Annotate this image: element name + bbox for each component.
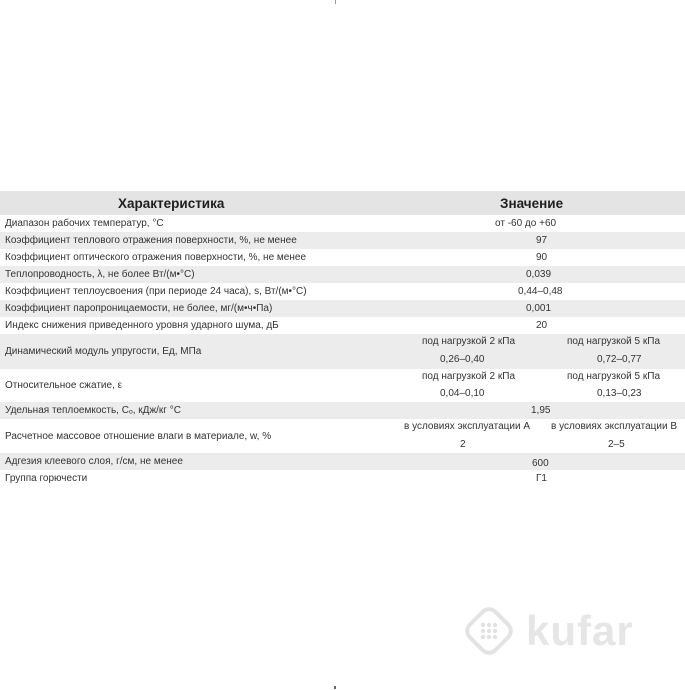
row-label: Коэффициент теплового отражения поверхности, %, не менее: [5, 235, 297, 246]
table-row: [0, 266, 685, 283]
table-row: [0, 453, 685, 470]
row-value-1: 0,04–0,10: [440, 388, 485, 399]
row-condition-2: под нагрузкой 5 кПа: [567, 371, 661, 382]
table-row: [0, 232, 685, 249]
table-row: [0, 369, 685, 402]
row-condition-1: под нагрузкой 2 кПа: [422, 336, 516, 347]
row-label: Индекс снижения приведенного уровня ударного шума, дБ: [5, 320, 279, 331]
table-row: [0, 419, 685, 453]
header-value: Значение: [500, 196, 564, 211]
table-row: [0, 249, 685, 266]
row-label: Теплопроводность, λ, не более Вт/(м•°С): [5, 269, 195, 280]
header-characteristic: Характеристика: [118, 196, 225, 211]
row-value: 97: [536, 235, 548, 246]
row-value: 90: [536, 252, 548, 263]
row-value-2: 0,13–0,23: [597, 388, 642, 399]
row-value-1: 0,26–0,40: [440, 354, 485, 365]
table-row: [0, 215, 685, 232]
row-value-1: 2: [460, 439, 466, 450]
row-value: 0,039: [526, 269, 552, 280]
row-label: Расчетное массовое отношение влаги в материале, w, %: [5, 431, 272, 442]
specs-table: [0, 191, 685, 487]
table-row: [0, 317, 685, 334]
table-row: [0, 402, 685, 419]
row-label: Динамический модуль упругости, Ед, МПа: [5, 346, 202, 357]
row-condition-2: под нагрузкой 5 кПа: [567, 336, 661, 347]
row-label: Относительное сжатие, ε: [5, 380, 123, 391]
row-value: Г1: [536, 473, 547, 484]
row-label: Диапазон рабочих температур, °С: [5, 218, 164, 229]
row-value-2: 0,72–0,77: [597, 354, 642, 365]
bottom-edge-mark: [334, 686, 336, 689]
watermark-text: kufar: [526, 607, 634, 654]
row-value: 600: [532, 458, 549, 469]
row-value: 20: [536, 320, 548, 331]
table-header: [0, 191, 685, 215]
table-row: [0, 334, 685, 369]
row-label: Коэффициент паропроницаемости, не более, мг/(м•ч•Па): [5, 303, 273, 314]
row-condition-2: в условиях эксплуатации В: [551, 421, 678, 432]
row-value: 0,001: [526, 303, 552, 314]
table-row: [0, 300, 685, 317]
top-edge-mark: [335, 0, 336, 4]
table-row: [0, 470, 685, 487]
table-row: [0, 283, 685, 300]
row-condition-1: под нагрузкой 2 кПа: [422, 371, 516, 382]
row-label: Коэффициент оптического отражения поверхности, %, не менее: [5, 252, 307, 263]
row-label: Группа горючести: [5, 473, 88, 484]
row-condition-1: в условиях эксплуатации А: [404, 421, 531, 432]
row-value: 0,44–0,48: [518, 286, 563, 297]
row-label: Коэффициент теплоусвоения (при периоде 24 часа), s, Вт/(м•°С): [5, 286, 307, 297]
row-value-2: 2–5: [608, 439, 625, 450]
row-label: Удельная теплоемкость, Сₒ, кДж/кг °С: [5, 405, 181, 416]
row-value: 1,95: [531, 405, 551, 416]
row-value: от -60 до +60: [495, 218, 557, 229]
kufar-logo-icon: [462, 604, 516, 658]
kufar-watermark: [462, 604, 662, 660]
row-label: Адгезия клеевого слоя, г/см, не менее: [5, 456, 183, 467]
